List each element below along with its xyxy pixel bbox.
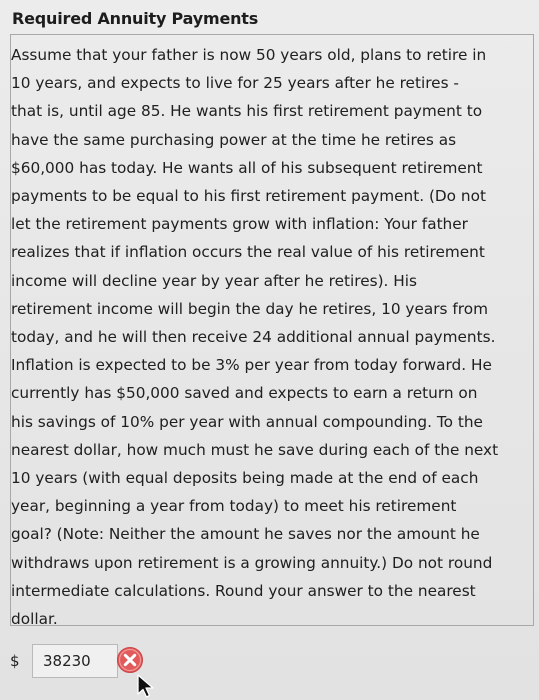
question-line: his savings of 10% per year with annual compounding. To the [11, 412, 483, 431]
question-line: have the same purchasing power at the time he retires as [11, 130, 457, 149]
question-line: currently has $50,000 saved and expects to earn a return on [11, 384, 478, 403]
question-line: year, beginning a year from today) to meet his retirement [11, 497, 457, 516]
answer-row [10, 642, 210, 682]
x-circle-icon [116, 646, 144, 674]
question-line: Assume that your father is now 50 years old, plans to retire in [11, 46, 487, 64]
question-body [10, 34, 534, 629]
question-line: payments to be equal to his first retirement payment. (Do not [11, 187, 486, 206]
question-line: 10 years, and expects to live for 25 years after he retires - [11, 74, 459, 93]
question-line: 10 years (with equal deposits being made at the end of each [11, 469, 479, 488]
question-title: Required Annuity Payments [12, 9, 259, 28]
question-line: let the retirement payments grow with inflation: Your father [11, 215, 468, 234]
question-line: nearest dollar, how much must he save during each of the next [11, 440, 499, 459]
answer-input[interactable] [32, 644, 118, 678]
mouse-pointer-icon [136, 674, 158, 700]
question-line: that is, until age 85. He wants his first retirement payment to [11, 102, 483, 121]
question-line: income will decline year by year after he retires). His [11, 271, 417, 290]
question-line: retirement income will begin the day he retires, 10 years from [11, 299, 488, 318]
question-line: dollar. [11, 610, 58, 629]
question-line: today, and he will then receive 24 additional annual payments. [11, 328, 496, 347]
question-line: goal? (Note: Neither the amount he saves nor the amount he [11, 525, 480, 544]
question-line: $60,000 has today. He wants all of his subsequent retirement [11, 158, 483, 177]
question-line: withdraws upon retirement is a growing annuity.) Do not round [11, 553, 493, 572]
question-line: intermediate calculations. Round your answer to the nearest [11, 581, 476, 600]
question-text [11, 41, 533, 633]
question-line: Inflation is expected to be 3% per year from today forward. He [11, 356, 492, 375]
currency-symbol: $ [10, 652, 20, 670]
question-line: realizes that if inflation occurs the real value of his retirement [11, 243, 485, 262]
